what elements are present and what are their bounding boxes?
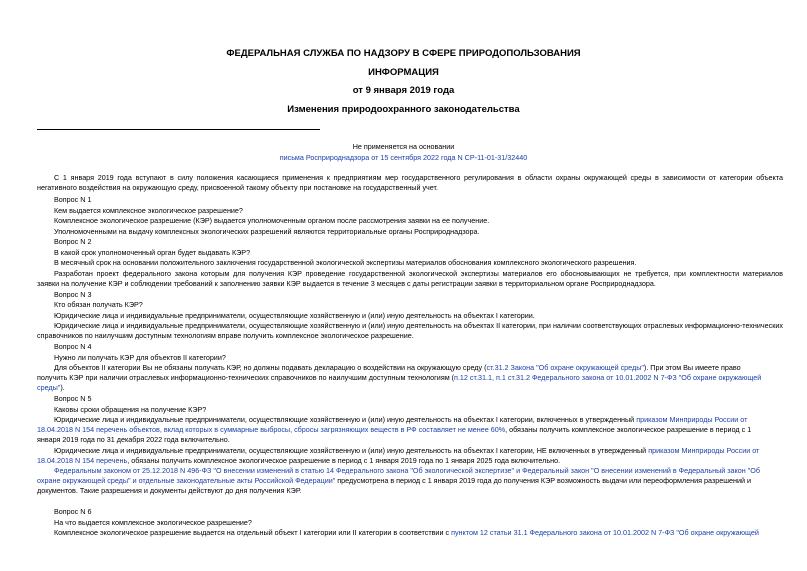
answer-5-para-1-line-3: января 2019 года по 31 декабря 2022 года включительно. bbox=[37, 435, 230, 444]
answer-4-line-2 bbox=[37, 373, 761, 382]
answer-5-para-1-line-1-text: Юридические лица и индивидуальные предприниматели, осуществляющие хозяйственную и (или) иную деятельность на объектах I категории, включенных в утвержденный bbox=[54, 415, 637, 424]
question-3-label: Вопрос N 3 bbox=[54, 290, 92, 299]
answer-5-para-3-line-2 bbox=[37, 476, 751, 485]
law-link-496fz-line-1[interactable]: Федеральным законом от 25.12.2018 N 496-ФЗ "О внесении изменений в статью 14 Федерального закона "Об экологической экспертизе" и Федеральный закон "О внесении изменений в Федеральный закон "Об bbox=[54, 466, 760, 475]
answer-5-para-1-line-1 bbox=[54, 415, 747, 424]
answer-2-para-2-line-1: Разработан проект федерального закона которым для получения КЭР проведение государственной экологической экспертизы материалов его обосновывающих не требуется, при комплектности материалов bbox=[54, 269, 783, 278]
answer-5-para-3-line-3: документов. Такие разрешения и документы действуют до дня получения КЭР. bbox=[37, 486, 302, 495]
intro-line-2: негативного воздействия на окружающую среду, присвоенной такому объекту при постановке на государственный учет. bbox=[37, 183, 439, 192]
doc-title: Изменения природоохранного законодательства bbox=[287, 104, 520, 115]
question-3-text: Кто обязан получать КЭР? bbox=[54, 300, 143, 309]
answer-5-para-2-line-1 bbox=[54, 446, 759, 455]
answer-5-para-1-line-2 bbox=[37, 425, 751, 434]
notice-link[interactable]: письма Росприроднадзора от 15 сентября 2022 года N СР-11-01-31/32440 bbox=[279, 153, 528, 162]
answer-5-para-2-line-2-tail: , обязаны получить комплексное экологическое разрешение в период с 1 января 2019 года по 1 января 2025 года включительно. bbox=[127, 456, 561, 465]
intro-line-1: С 1 января 2019 года вступают в силу положения касающиеся применения к предприятиям мер государственного регулирования в области охраны окружающей среды в зависимости от категории объекта bbox=[54, 173, 783, 182]
order-link-154b-line-1[interactable]: приказом Минприроды России от bbox=[648, 446, 760, 455]
answer-1-para-1: Комплексное экологическое разрешение (КЭР) выдается уполномоченным органом после рассмотрения заявки на ее получение. bbox=[54, 216, 490, 225]
order-link-154b-line-2[interactable]: 18.04.2018 N 154 перечень bbox=[37, 456, 128, 465]
answer-5-para-3-line-2-tail: предусмотрена в период с 1 января 2019 года до получения КЭР возможность выдачи или переоформления разрешений и bbox=[335, 476, 752, 485]
doc-type-heading: ИНФОРМАЦИЯ bbox=[368, 67, 439, 78]
answer-4-line-1-tail: ). При этом Вы имеете право bbox=[643, 363, 741, 372]
answer-4-line-1 bbox=[54, 363, 741, 372]
answer-4-line-1-text: Для объектов II категории Вы не обязаны получать КЭР, но должны подавать декларацию о воздействии на окружающую среду ( bbox=[54, 363, 487, 372]
question-4-label: Вопрос N 4 bbox=[54, 342, 92, 351]
question-6-text: На что выдается комплексное экологическое разрешение? bbox=[54, 518, 252, 527]
answer-4-line-3 bbox=[37, 383, 65, 392]
answer-5-para-1-line-2-tail: , обязаны получить комплексное экологическое разрешение в период с 1 bbox=[505, 425, 752, 434]
answer-4-line-3-tail: ). bbox=[60, 383, 65, 392]
order-link-154-line-1[interactable]: приказом Минприроды России от bbox=[636, 415, 748, 424]
question-5-label: Вопрос N 5 bbox=[54, 394, 92, 403]
answer-2-para-1: В месячный срок на основании положительного заключения государственной экологической экспертизы материалов обоснования комплексного экологического разрешения. bbox=[54, 258, 637, 267]
answer-4-line-2-text: получить КЭР при наличии отраслевых информационно-технических справочников по наилучшим доступным технологиям ( bbox=[37, 373, 455, 382]
law-link-496fz-line-2[interactable]: охране окружающей среды" и отдельные законодательные акты Российской Федерации" bbox=[37, 476, 336, 485]
answer-5-para-2-line-2 bbox=[37, 456, 560, 465]
question-5-text: Каковы сроки обращения на получение КЭР? bbox=[54, 405, 207, 414]
answer-3-para-1: Юридические лица и индивидуальные предприниматели, осуществляющие хозяйственную и (или) иную деятельность на объектах I категории. bbox=[54, 311, 535, 320]
agency-heading: ФЕДЕРАЛЬНАЯ СЛУЖБА ПО НАДЗОРУ В СФЕРЕ ПРИРОДОПОЛЬЗОВАНИЯ bbox=[226, 48, 581, 59]
question-1-label: Вопрос N 1 bbox=[54, 195, 92, 204]
answer-3-para-2-line-1: Юридические лица и индивидуальные предприниматели, осуществляющие хозяйственную и (или) иную деятельность на объектах II категории, при наличии соответствующих отраслевых информационно-технических bbox=[54, 321, 783, 330]
order-link-154-line-2[interactable]: 18.04.2018 N 154 перечень объектов, вклад которых в суммарные выбросы, сбросы загрязняющих веществ в РФ составляет не менее 60% bbox=[37, 425, 506, 434]
question-1-text: Кем выдается комплексное экологическое разрешение? bbox=[54, 206, 243, 215]
answer-2-para-2-line-2: заявки на получение КЭР и соблюдении требований к заполнению заявки КЭР выдается в течение 3 месяцев с даты регистрации заявки в территориальном органе Росприроднадзора. bbox=[37, 279, 656, 288]
answer-3-para-2-line-2: справочников по наилучшим доступным технологиям вправе получить комплексное экологическое разрешение. bbox=[37, 331, 414, 340]
law-link-7fz-line-1[interactable]: п.12 ст.31.1, п.1 ст.31.2 Федерального закона от 10.01.2002 N 7-ФЗ "Об охране окружающей bbox=[454, 373, 762, 382]
law-link-art-31-1[interactable]: пунктом 12 статьи 31.1 Федерального закона от 10.01.2002 N 7-ФЗ "Об охране окружающей bbox=[451, 528, 759, 537]
answer-5-para-2-line-1-text: Юридические лица и индивидуальные предприниматели, осуществляющие хозяйственную и (или) иную деятельность на объектах I категории, НЕ включенных в утвержденный bbox=[54, 446, 649, 455]
answer-6-line-1-text: Комплексное экологическое разрешение выдается на отдельный объект I категории или II категории в соответствии с bbox=[54, 528, 452, 537]
notice-line: Не применяется на основании bbox=[352, 142, 455, 151]
divider-rule bbox=[37, 129, 320, 130]
answer-6-line-1 bbox=[54, 528, 759, 537]
question-4-text: Нужно ли получать КЭР для объектов II категории? bbox=[54, 353, 226, 362]
question-2-label: Вопрос N 2 bbox=[54, 237, 92, 246]
law-link-7fz-line-2[interactable]: среды" bbox=[37, 383, 61, 392]
question-6-label: Вопрос N 6 bbox=[54, 507, 92, 516]
answer-1-para-2: Уполномоченными на выдачу комплексных экологических разрешений являются территориальные органы Росприроднадзора. bbox=[54, 227, 480, 236]
doc-date: от 9 января 2019 года bbox=[352, 85, 455, 96]
question-2-text: В какой срок уполномоченный орган будет выдавать КЭР? bbox=[54, 248, 251, 257]
law-link-art-31-2[interactable]: ст.31.2 Закона "Об охране окружающей среды" bbox=[486, 363, 644, 372]
